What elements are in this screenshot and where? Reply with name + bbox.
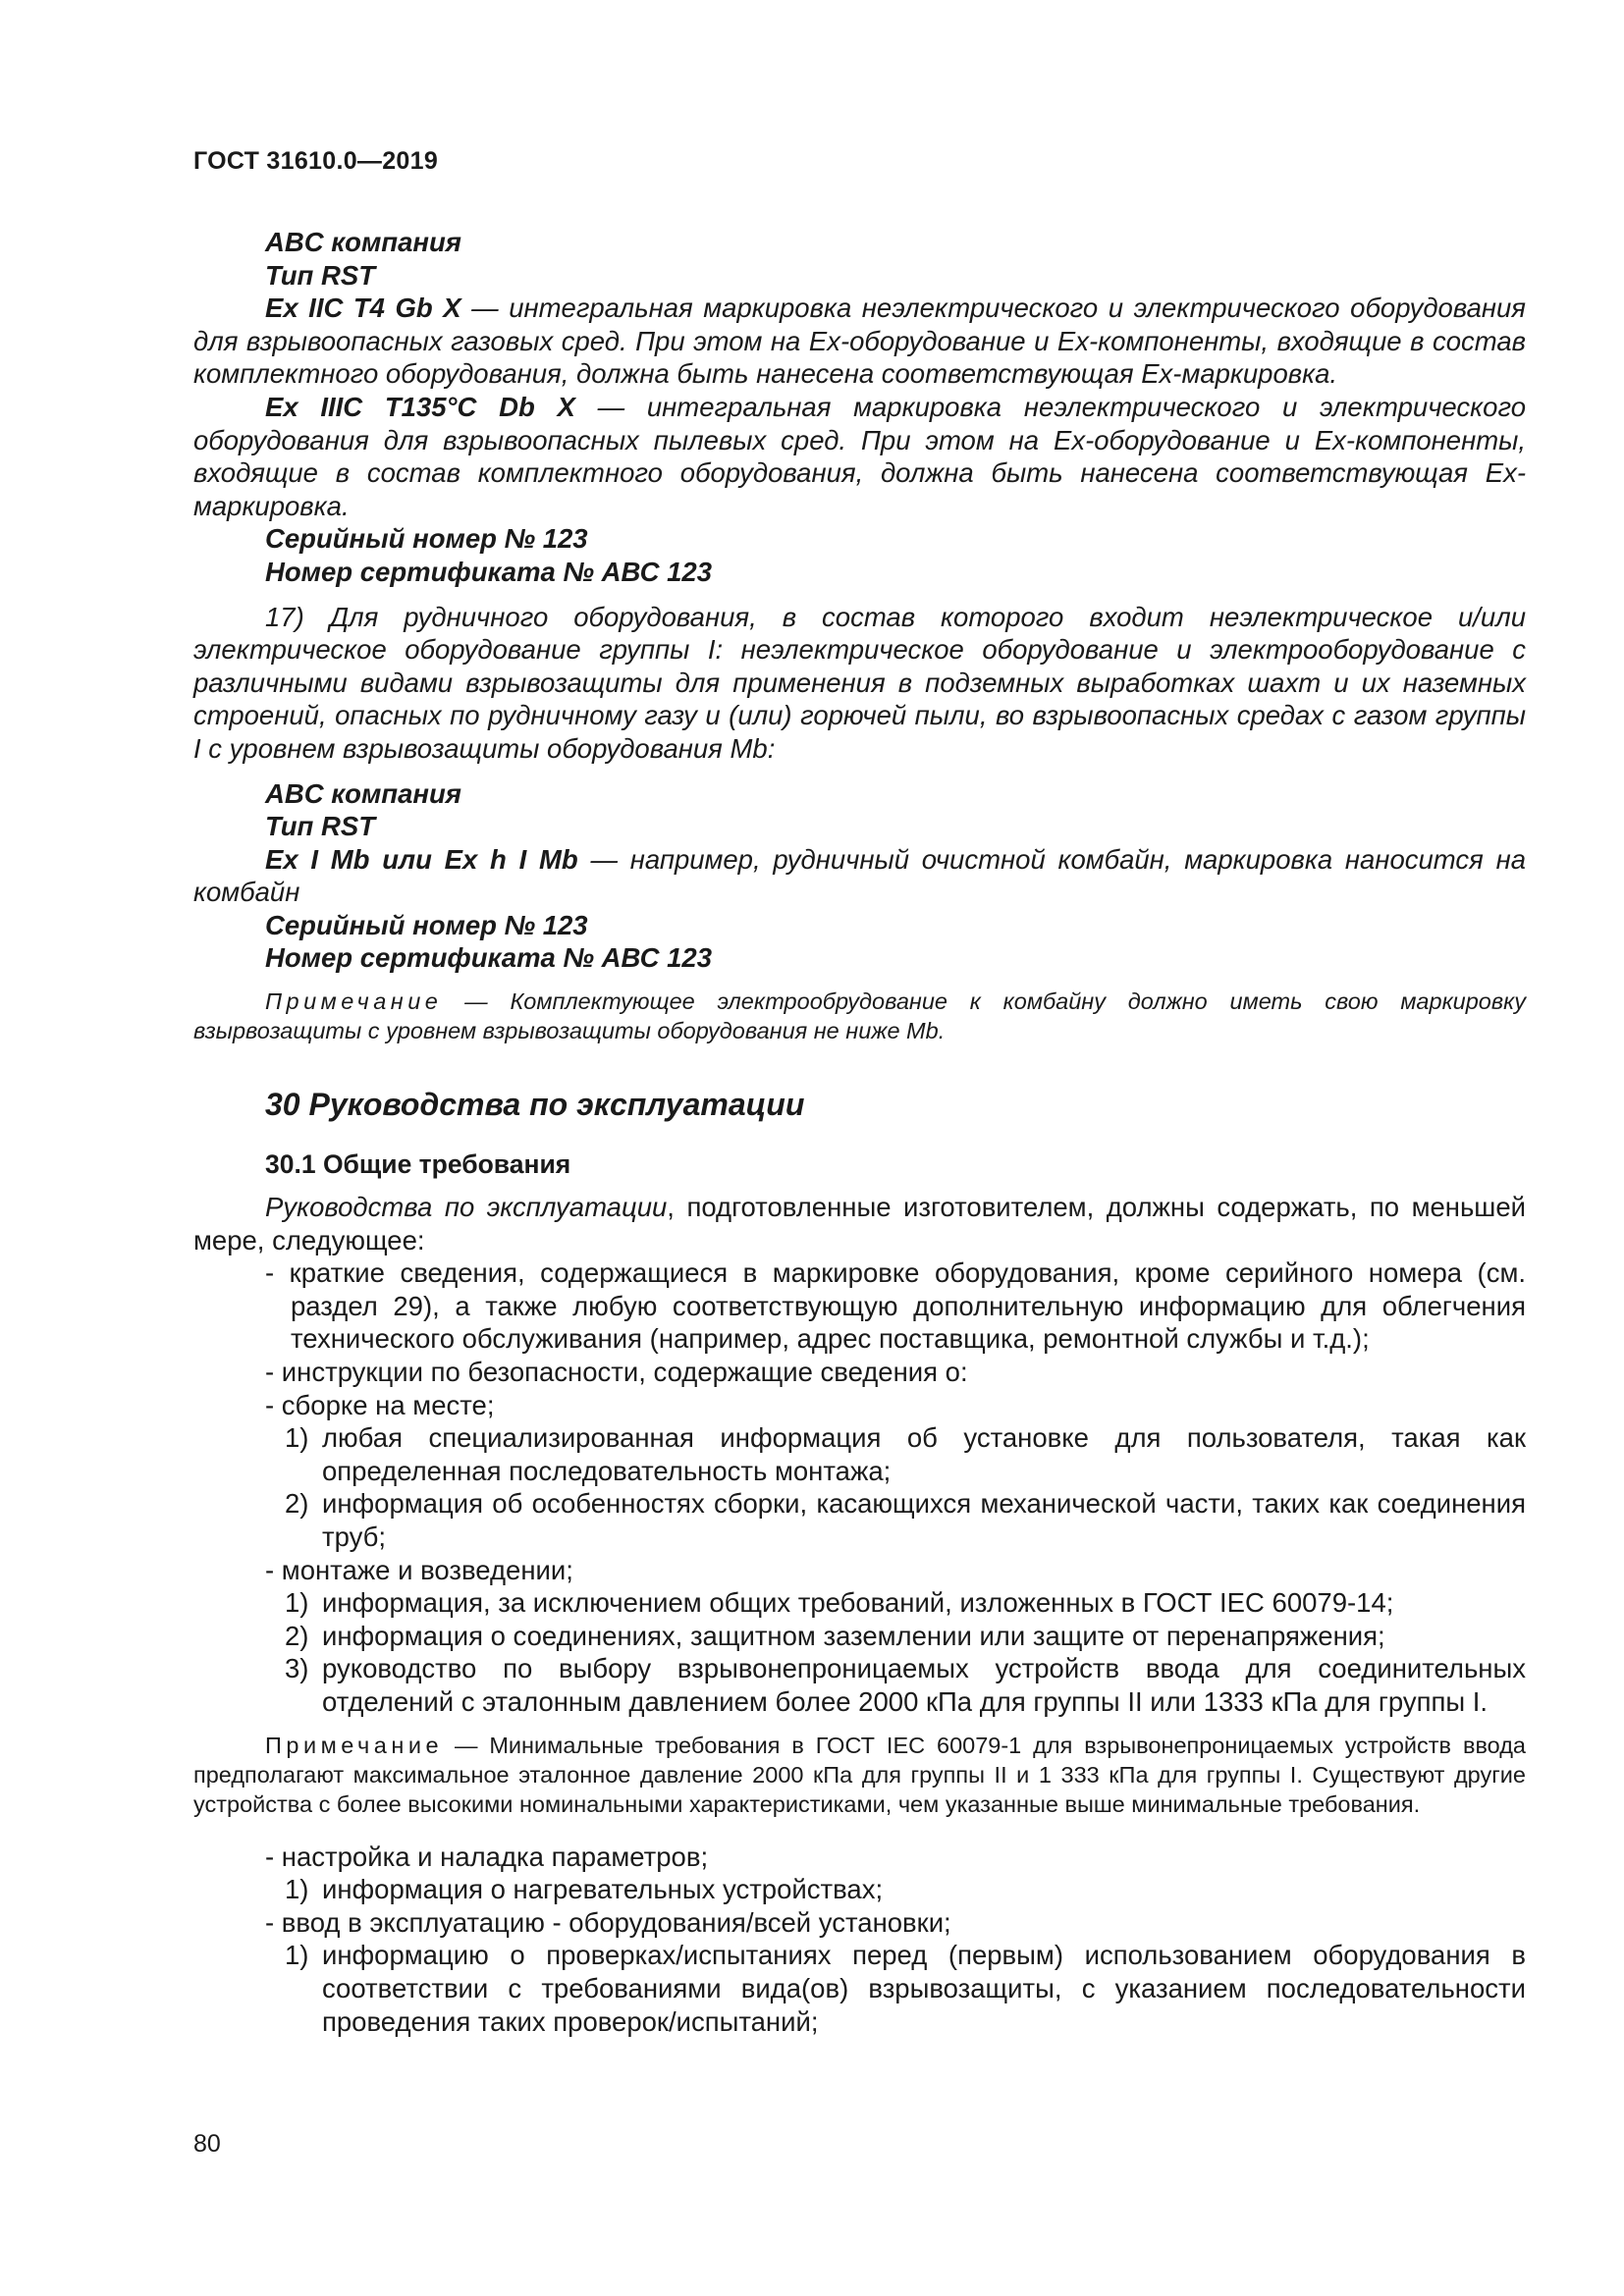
note-1 (193, 987, 1526, 1045)
section-30-intro (193, 1191, 1526, 1256)
install-item-1 (193, 1586, 1526, 1620)
note-2-text: — Минимальные требования в ГОСТ IEC 60079-1 для взрывонепроницаемых устройств ввода предполагают максимальное эталонное давление 2000 кПа для группы II и 1 333 кПа для группы I. Существуют другие устройства с более высокими номинальными характеристиками, чем указанные выше минимальные требования. (193, 1732, 1526, 1817)
item-17: 17) Для рудничного оборудования, в состав которого входит неэлектрическое и/или электрическое оборудование группы I: неэлектрическое оборудование и электрооборудование с различными видами взрывозащиты для применения в подземных выработках шахт и их наземных строений, опасных по рудничному газу и (или) горючей пыли, во взрывоопасных средах с газом группы I с уровнем взрывозащиты оборудования Mb: (193, 601, 1526, 764)
assembly-item-1-text: любая специализированная информация об установке для пользователя, такая как определенная последовательность монтажа; (322, 1422, 1526, 1486)
install-item-3-number: 3) (285, 1653, 309, 1684)
note-1-label: Примечание (265, 988, 443, 1015)
marking2-desc: — например, рудничный очистной комбайн, маркировка наносится на комбайн (193, 843, 1526, 908)
list-item-assembly: - сборке на месте; (265, 1389, 495, 1420)
install-item-1-number: 1) (285, 1587, 309, 1619)
list-item-marking-info: - краткие сведения, содержащиеся в маркировке оборудования, кроме серийного номера (см. раздел 29), а также любую соответствующую дополнительную информацию для облегчения технического обслуживания (например, адрес поставщика, ремонтной службы и т.д.); (265, 1257, 1526, 1355)
marking2-company: ABC компания (265, 777, 461, 809)
list-item-safety: - инструкции по безопасности, содержащие сведения о: (265, 1357, 968, 1388)
intro-term: Руководства по эксплуатации (265, 1192, 668, 1223)
setup-item-1-text: информация о нагревательных устройствах; (322, 1874, 884, 1905)
marking1-company: ABC компания (265, 227, 461, 257)
marking1-serial: Серийный номер № 123 (265, 523, 588, 555)
assembly-item-2-number: 2) (285, 1488, 309, 1520)
assembly-item-2 (193, 1487, 1526, 1553)
note-2-label: Примечание (265, 1732, 444, 1758)
marking1-cert: Номер сертификата № АВС 123 (265, 556, 713, 587)
assembly-item-2-text: информация об особенностях сборки, касающихся механической части, таких как соединения труб; (322, 1488, 1526, 1552)
document-header: ГОСТ 31610.0—2019 (193, 147, 439, 175)
setup-item-1-number: 1) (285, 1874, 309, 1905)
commission-item-1 (193, 1939, 1526, 2038)
section-30-1-title: 30.1 Общие требования (265, 1149, 571, 1180)
page-number: 80 (193, 2130, 221, 2158)
list-item-commissioning: - ввод в эксплуатацию - оборудования/всей установки; (265, 1906, 951, 1938)
setup-item-1 (193, 1873, 1526, 1906)
section-30-title: 30 Руководства по эксплуатации (265, 1087, 805, 1123)
assembly-item-1-number: 1) (285, 1422, 309, 1454)
assembly-item-1 (193, 1421, 1526, 1487)
marking2-serial: Серийный номер № 123 (265, 909, 588, 940)
list-item-installation: - монтаже и возведении; (265, 1554, 573, 1585)
marking1-dust-desc: — интегральная маркировка неэлектрического и электрического оборудования для взрывоопасных пылевых сред. При этом на Ex-оборудование и Ex-компоненты, входящие в состав комплектного оборудования, должна быть нанесена соответствующая Ex-маркировка. (193, 391, 1526, 521)
marking2-code-paragraph (193, 843, 1526, 909)
commission-item-1-text: информацию о проверках/испытаниях перед (первым) использованием оборудования в соответствии с требованиями вида(ов) взрывозащиты, с указанием последовательности проведения таких проверок/испытаний; (322, 1940, 1526, 2037)
list-item-setup: - настройка и наладка параметров; (265, 1841, 709, 1872)
marking1-gas-paragraph (193, 292, 1526, 391)
marking1-dust-paragraph (193, 391, 1526, 522)
install-item-2 (193, 1620, 1526, 1653)
install-item-2-text: информация о соединениях, защитном заземлении или защите от перенапряжения; (322, 1620, 1385, 1651)
marking2-type: Тип RST (265, 811, 375, 842)
intro-rest: , подготовленные изготовителем, должны содержать, по меньшей мере, следующее: (193, 1192, 1527, 1255)
document-body (193, 226, 1526, 2038)
marking1-type: Тип RST (265, 259, 375, 291)
marking2-code: Ex I Mb или Ex h I Mb (265, 843, 578, 875)
note-1-text: — Комплектующее электрообрудование к комбайну должно иметь свою маркировку взырвозащиты с уровнем взрывозащиты оборудования не ниже Mb. (193, 988, 1526, 1044)
marking1-gas-code: Ex IIC T4 Gb X (265, 293, 461, 324)
marking1-gas-desc: — интегральная маркировка неэлектрического и электрического оборудования для взрывоопасных газовых сред. При этом на Ex-оборудование и Ex-компоненты, входящие в состав комплектного оборудования, должна быть нанесена соответствующая Ex-маркировка. (193, 293, 1526, 390)
marking1-dust-code: Ex IIIC T135°C Db X (265, 391, 575, 422)
note-2 (193, 1731, 1526, 1819)
marking2-cert: Номер сертификата № АВС 123 (265, 942, 713, 974)
install-item-2-number: 2) (285, 1620, 309, 1651)
install-item-3 (193, 1652, 1526, 1718)
install-item-1-text: информация, за исключением общих требований, изложенных в ГОСТ IEC 60079-14; (322, 1587, 1394, 1619)
commission-item-1-number: 1) (285, 1940, 309, 1971)
install-item-3-text: руководство по выбору взрывонепроницаемых устройств ввода для соединительных отделений с эталонным давлением более 2000 кПа для группы II или 1333 кПа для группы I. (322, 1653, 1526, 1717)
